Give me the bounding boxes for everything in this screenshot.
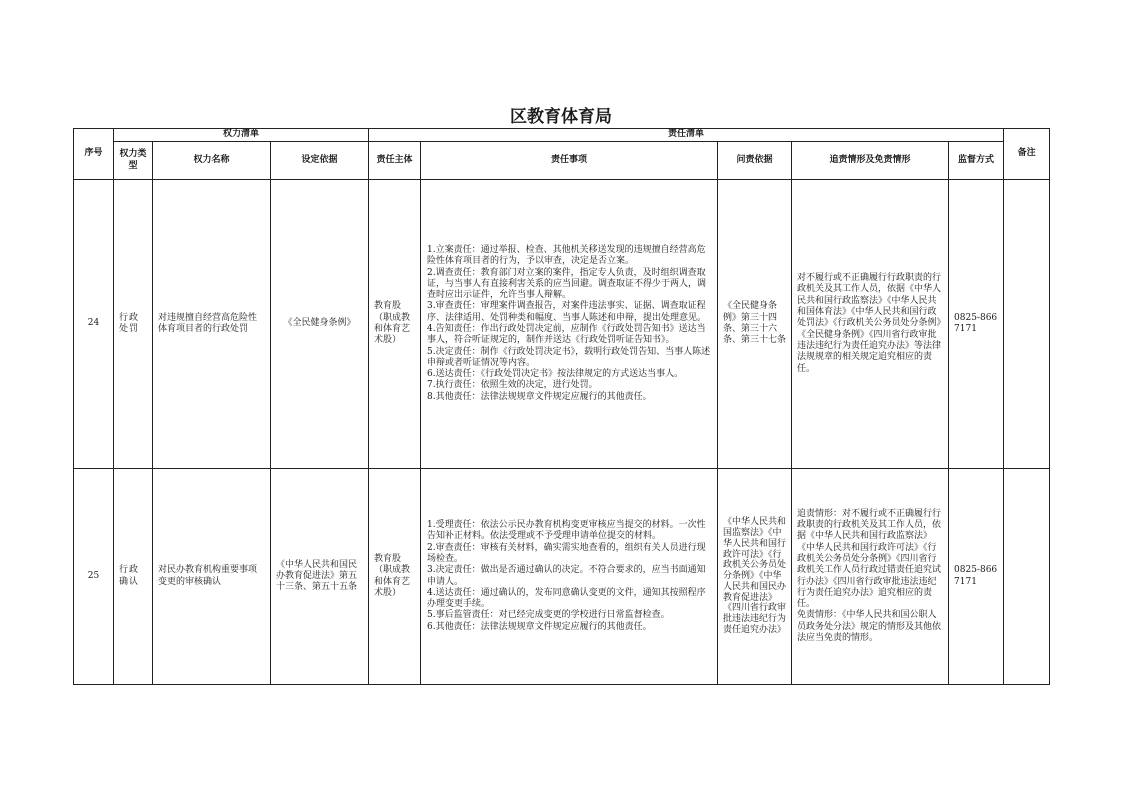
header-row-2 xyxy=(74,142,1050,180)
duty-item: 3.决定责任：做出是否通过确认的决定。不符合要求的，应当书面通知申请人。 xyxy=(427,565,706,587)
header-subject: 责任主体 xyxy=(369,142,421,180)
cell-duties xyxy=(421,469,718,685)
header-basis: 设定依据 xyxy=(271,142,369,180)
cell-power-name: 对违规擅自经营高危险性体育项目者的行政处罚 xyxy=(153,180,271,469)
header-responsibility-list: 责任清单 xyxy=(369,129,1004,142)
table-row xyxy=(74,469,1050,685)
duty-item: 8.其他责任：法律法规规章文件规定应履行的其他责任。 xyxy=(427,391,652,402)
header-remarks: 备注 xyxy=(1004,129,1050,180)
duty-item: 2.审查责任：审核有关材料，确实需实地查看的，组织有关人员进行现场检查。 xyxy=(427,542,706,564)
duty-item: 2.调查责任：教育部门对立案的案件，指定专人负责，及时组织调查取证，与当事人有直接利害关系的应当回避。调查取证不得少于两人，调查时应出示证件，允许当事人辩解。 xyxy=(427,267,707,301)
header-seq: 序号 xyxy=(74,129,114,180)
header-duties: 责任事项 xyxy=(421,142,718,180)
header-power-name: 权力名称 xyxy=(153,142,271,180)
cell-remarks xyxy=(1004,469,1050,685)
cell-seq: 24 xyxy=(74,180,114,469)
cell-seq: 25 xyxy=(74,469,114,685)
responsibility-table xyxy=(73,128,1050,685)
header-accountability: 追责情形及免责情形 xyxy=(792,142,949,180)
duty-item: 6.送达责任：《行政处罚决定书》按法律规定的方式送达当事人。 xyxy=(427,369,684,380)
cell-accountability-basis: 《中华人民共和国监察法》《中华人民共和国行政许可法》《行政机关公务员处分条例》《中华人民共和国民办教育促进法》《四川省行政审批违法违纪行为责任追究办法》 xyxy=(718,469,792,685)
page-title: 区教育体育局 xyxy=(510,107,612,127)
cell-accountability: 对不履行或不正确履行行政职责的行政机关及其工作人员，依据《中华人民共和国行政监察法》《中华人民共和国体育法》《中华人民共和国行政处罚法》《行政机关公务员处分条例》《全民健身条例》《四川省行政审批违法违纪行为责任追究办法》等法律法规规章的相关规定追究相应的责任。 xyxy=(792,180,949,469)
cell-remarks xyxy=(1004,180,1050,469)
header-power-type: 权力类型 xyxy=(114,142,153,180)
cell-supervision: 0825-8667171 xyxy=(949,180,1004,469)
duty-item: 7.执行责任：依照生效的决定，进行处罚。 xyxy=(427,380,598,391)
cell-power-type: 行政处罚 xyxy=(114,180,153,469)
duty-item: 4.告知责任：作出行政处罚决定前，应制作《行政处罚告知书》送达当事人，符合听证规定的，制作并送达《行政处罚听证告知书》。 xyxy=(427,324,706,346)
cell-subject: 教育股（职成教和体育艺术股） xyxy=(369,180,421,469)
exemption-text: 免责情形：《中华人民共和国公职人员政务处分法》规定的情形及其他依法应当免责的情形。 xyxy=(797,610,942,643)
header-supervision: 监督方式 xyxy=(949,142,1004,180)
cell-subject: 教育股（职成教和体育艺术股） xyxy=(369,469,421,685)
cell-accountability xyxy=(792,469,949,685)
table-row xyxy=(74,180,1050,469)
header-power-list: 权力清单 xyxy=(114,129,369,142)
duty-item: 3.审查责任：审理案件调查报告，对案件违法事实、证据、调查取证程序、法律适用、处罚种类和幅度、当事人陈述和申辩，提出处理意见。 xyxy=(427,301,707,323)
duty-item: 5.决定责任：制作《行政处罚决定书》，载明行政处罚告知、当事人陈述申辩或者听证情况等内容。 xyxy=(427,346,711,368)
cell-duties xyxy=(421,180,718,469)
cell-power-name: 对民办教育机构重要事项变更的审核确认 xyxy=(153,469,271,685)
cell-basis: 《全民健身条例》 xyxy=(271,180,369,469)
cell-accountability-basis: 《全民健身条例》第三十四条、第三十六条、第三十七条 xyxy=(718,180,792,469)
header-accountability-basis: 问责依据 xyxy=(718,142,792,180)
cell-basis: 《中华人民共和国民办教育促进法》第五十三条、第五十五条 xyxy=(271,469,369,685)
duty-item: 6.其他责任：法律法规规章文件规定应履行的其他责任。 xyxy=(427,621,652,632)
duty-item: 1.受理责任：依法公示民办教育机构变更审核应当提交的材料。一次性告知补正材料。依法受理或不予受理申请单位提交的材料。 xyxy=(427,520,706,542)
duty-item: 1.立案责任：通过举报、检查、其他机关移送发现的违规擅自经营高危险性体育项目者的行为，予以审查，决定是否立案。 xyxy=(427,244,706,267)
cell-supervision: 0825-8667171 xyxy=(949,469,1004,685)
cell-power-type: 行政确认 xyxy=(114,469,153,685)
duty-item: 4.送达责任：通过确认的，发布同意确认变更的文件，通知其按照程序办理变更手续。 xyxy=(427,587,706,610)
header-row-1 xyxy=(74,129,1050,142)
duty-item: 5.事后监管责任：对已经完成变更的学校进行日常监督检查。 xyxy=(427,610,670,621)
accountability-text: 追责情形：对不履行或不正确履行行政职责的行政机关及其工作人员，依据《中华人民共和国行政监察法》《中华人民共和国行政许可法》《行政机关公务员处分条例》《四川省行政机关工作人员行政过错责任追究试行办法》《四川省行政审批违法违纪行为责任追究办法》追究相应的责任。 xyxy=(797,508,942,610)
